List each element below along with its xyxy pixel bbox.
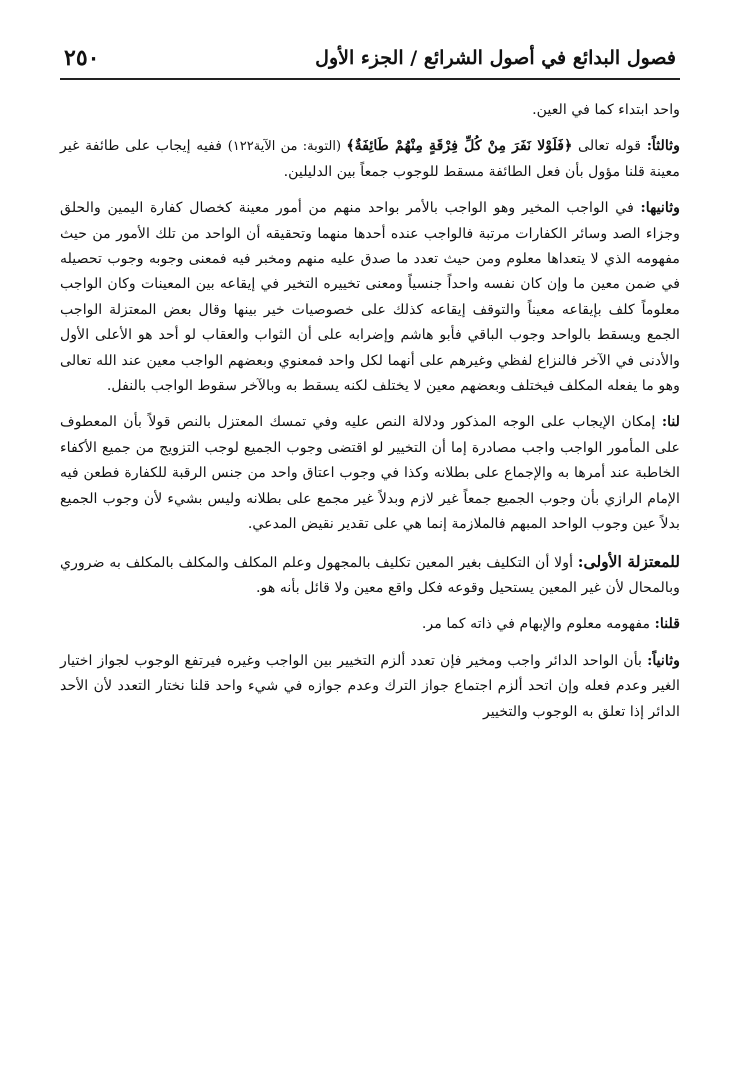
page-body [60,98,680,725]
paragraph-text-before-verse: قوله تعالى [572,138,647,155]
paragraph-lead: وثانيها: [640,200,680,217]
paragraph-5 [60,549,680,602]
paragraph-text: أولا أن التكليف بغير المعين تكليف بالمجهول وعلم المكلف والمكلف بالمكلف به ضروري وبالمحال لأن غير المعين يستحيل وقوعه فكل واقع معين ولا قائل بأنه هو. [60,554,680,596]
paragraph-text: إمكان الإيجاب على الوجه المذكور ودلالة النص عليه وفي تمسك المعتزل بالنص قولاً بأن المعطوف على المأمور الواجب واجب مصادرة إما أن التخيير لو اقتضى وجوب الجميع لوجب التزويج من جميع الأكفاء الخاطبة عند أمرها به والإجماع على بطلانه وكذا في وجوب اعتاق واحد من جنس الرقبة للكفارة فطعن فيه الإمام الرازي بأن وجوب الجميع جمعاً غير لازم وبدلاً غير مجمع على بطلانه وليس بشيء لأن وجوب الجميع بدلاً عين وجوب الواحد المبهم فالملازمة إنما هي على تقدير نقيض المدعي. [60,414,680,533]
paragraph-lead: وثالثاً: [646,138,680,155]
paragraph-text: في الواجب المخير وهو الواجب بالأمر بواحد منهم من أمور معينة كخصال كفارة اليمين والحلق وجزاء الصد وسائر الكفارات مرتبة فالواجب عنده أحدها منهما وتحقيقه أن الواحد من تلك الأمور من حيث مفهومه الذي لا يتعداها معلوم ومن حيث تعدد ما صدق عليه منهم ومخبر فيه فمعنى وجوبه وجوب تحصيله في ضمن معين ما وإن كان نفسه واحداً جنسياً ومعنى تخييره التخير في إيقاعه بين المعينات وكان الواجب معلوماً كلف بإيقاعه معيناً والتوقف إيقاعه كذلك على خصوصيات خير بينها وقال بعض المعتزلة الواجب الجمع ويسقط بالواحد وجوب الباقي فأبو هاشم وإضرابه على أن الثواب والعقاب لو أحد هو الأعلى الأول والأدنى في الآخر فالنزاع لفظي وغيرهم على أنهما لكل واحد فمعنوي وبعضهم الواجب معين عند الله تعالى وهو ما يفعله المكلف فيختلف وبعضهم معين لا يختلف لكنه يسقط به وبالآخر سقوط الواجب بالنفل. [60,200,680,395]
header-divider [60,78,680,80]
page-number: ٢٥٠ [64,45,100,71]
book-page [60,28,680,1068]
book-title: فصول البدائع في أصول الشرائع / الجزء الأول [315,47,676,69]
paragraph-1 [60,98,680,123]
verse-reference: (التوبة: من الآية١٢٢) [227,139,347,155]
paragraph-text-after-verse: ففيه إيجاب على طائفة غير معينة قلنا مؤول بأن فعل الطائفة مسقط للوجوب جمعاً بين الدليلين. [60,138,680,180]
paragraph-6 [60,612,680,637]
paragraph-7 [60,649,680,725]
paragraph-text: مفهومه معلوم والإبهام في ذاته كما مر. [421,616,655,633]
paragraph-lead: قلنا: [654,616,680,633]
paragraph-lead: وثانياً: [647,652,680,669]
paragraph-text: واحد ابتداء كما في العين. [532,102,680,118]
quran-verse: ﴿فَلَوْلا نَفَرَ مِنْ كُلِّ فِرْقَةٍ مِنْهُمْ طَائِفَةٌ﴾ [346,138,573,155]
paragraph-text: بأن الواحد الدائر واجب ومخير فإن تعدد ألزم التخيير بين الواجب وغيره فيرتفع الوجوب لجواز اختيار الغير وعدم فعله وإن اتحد ألزم اجتماع جواز الترك وعدم جوازه في شيء واحد قلنا نختار التعدد لأن الأحد الدائر إذا تعلق به الوجوب والتخيير [60,652,680,720]
paragraph-lead: للمعتزلة الأولى: [577,551,680,571]
paragraph-lead: لنا: [661,414,680,431]
paragraph-2 [60,134,680,185]
paragraph-4 [60,410,680,537]
page-header [60,28,680,70]
paragraph-3 [60,196,680,399]
